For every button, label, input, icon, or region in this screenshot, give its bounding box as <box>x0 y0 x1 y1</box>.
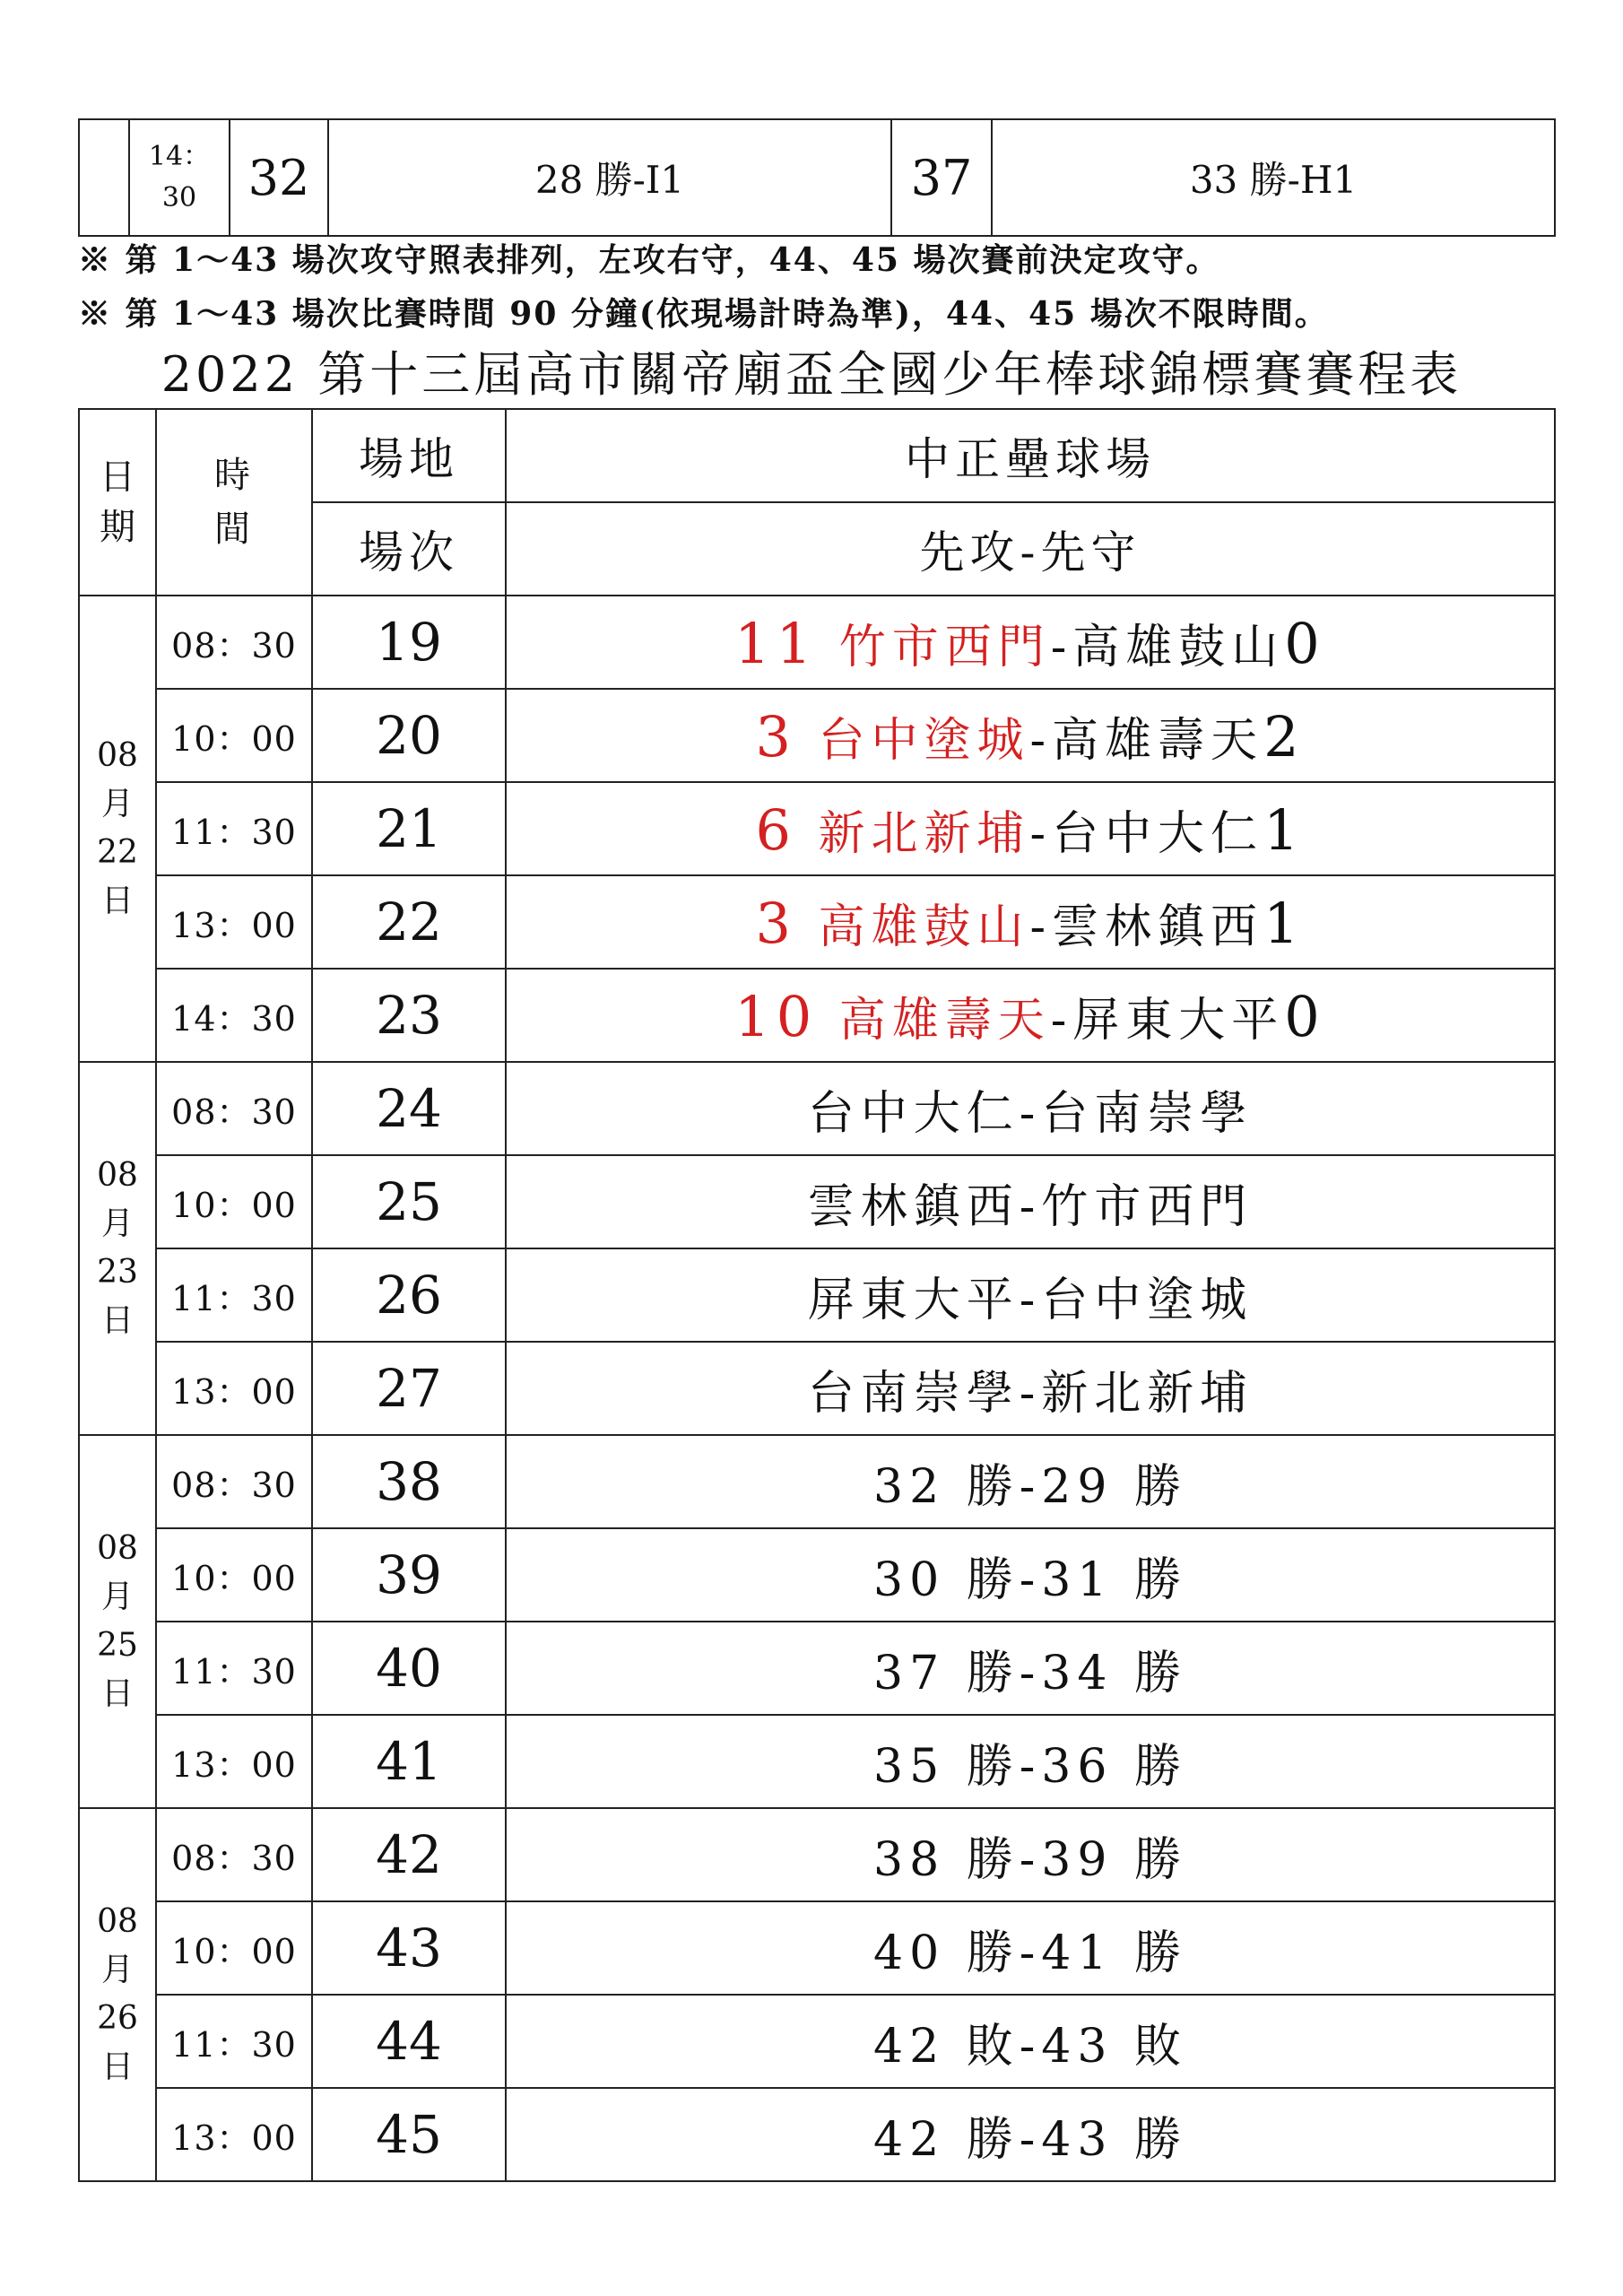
time-cell: 10：00 <box>156 1155 312 1248</box>
date-line: 08 <box>97 1157 138 1194</box>
away-score: 2 <box>1263 703 1306 770</box>
time-cell: 13：00 <box>156 2088 312 2181</box>
game-number: 43 <box>312 1901 506 1995</box>
time-cell: 11：30 <box>156 1995 312 2088</box>
time-header <box>156 409 312 596</box>
schedule-table <box>78 408 1556 2182</box>
match-label: 先攻-先守 <box>506 502 1555 596</box>
matchup: 42 敗-43 敗 <box>506 1995 1555 2088</box>
table-row <box>79 1248 1555 1342</box>
note-game-time: ※ 第 1～43 場次比賽時間 90 分鐘(依現場計時為準)，44、45 場次不限時間。 <box>78 295 1329 333</box>
table-row <box>79 119 1555 236</box>
table-row <box>79 782 1555 875</box>
matchup: 11 竹市西門-高雄鼓山0 <box>506 596 1555 689</box>
matchup: 台中大仁-台南崇學 <box>506 1062 1555 1155</box>
table-row <box>79 1342 1555 1435</box>
venue-label: 場地 <box>312 409 506 502</box>
date-header-line: 期 <box>100 507 135 548</box>
date-header <box>79 409 156 596</box>
table-row <box>79 1715 1555 1808</box>
matchup: 屏東大平-台中塗城 <box>506 1248 1555 1342</box>
date-cell-empty <box>79 119 129 236</box>
matchup: 3 高雄鼓山-雲林鎮西1 <box>506 875 1555 969</box>
time-cell: 10：00 <box>156 1528 312 1622</box>
venue-name: 中正壘球場 <box>506 409 1555 502</box>
matchup: 雲林鎮西-竹市西門 <box>506 1155 1555 1248</box>
table-row <box>79 1808 1555 1901</box>
date-cell <box>79 1808 156 2181</box>
table-row <box>79 1435 1555 1528</box>
schedule-body <box>79 596 1555 2181</box>
game-number: 25 <box>312 1155 506 1248</box>
page-title: 2022 第十三屆高市關帝廟盃全國少年棒球錦標賽賽程表 <box>161 346 1462 403</box>
matchup: 台南崇學-新北新埔 <box>506 1342 1555 1435</box>
date-line: 23 <box>97 1254 138 1291</box>
date-line: 日 <box>100 1675 134 1712</box>
date-line: 日 <box>100 2048 134 2085</box>
table-row <box>79 2088 1555 2181</box>
matchup: 28 勝-I1 <box>328 119 891 236</box>
time-cell <box>129 119 230 236</box>
matchup: 30 勝-31 勝 <box>506 1528 1555 1622</box>
matchup: 10 高雄壽天-屏東大平0 <box>506 969 1555 1062</box>
date-line: 26 <box>97 2000 138 2037</box>
time-cell: 11：30 <box>156 1248 312 1342</box>
away-team: 雲林鎮西 <box>1052 900 1264 954</box>
away-team: 台中大仁 <box>1052 806 1264 861</box>
game-number: 26 <box>312 1248 506 1342</box>
date-line: 日 <box>100 883 134 919</box>
header-row <box>79 409 1555 502</box>
game-number: 20 <box>312 689 506 782</box>
game-number: 32 <box>230 119 328 236</box>
game-number: 38 <box>312 1435 506 1528</box>
game-number: 19 <box>312 596 506 689</box>
away-score: 0 <box>1284 983 1326 1049</box>
time-cell: 10：00 <box>156 689 312 782</box>
away-score: 1 <box>1263 890 1306 956</box>
game-label: 場次 <box>312 502 506 596</box>
home-team: 台中塗城 <box>818 713 1030 768</box>
home-team: 高雄壽天 <box>838 993 1051 1048</box>
table-row <box>79 1062 1555 1155</box>
table-row <box>79 1528 1555 1622</box>
note-offense-defense: ※ 第 1～43 場次攻守照表排列，左攻右守，44、45 場次賽前決定攻守。 <box>78 241 1220 279</box>
game-number: 27 <box>312 1342 506 1435</box>
table-row <box>79 1622 1555 1715</box>
time-cell: 08：30 <box>156 1435 312 1528</box>
matchup: 6 新北新埔-台中大仁1 <box>506 782 1555 875</box>
matchup: 38 勝-39 勝 <box>506 1808 1555 1901</box>
date-line: 月 <box>100 1952 134 1988</box>
date-line: 08 <box>97 737 138 774</box>
time-cell: 14：30 <box>156 969 312 1062</box>
game-number: 21 <box>312 782 506 875</box>
date-line: 月 <box>100 786 134 822</box>
date-line: 日 <box>100 1302 134 1339</box>
time-cell: 08：30 <box>156 596 312 689</box>
matchup: 33 勝-H1 <box>992 119 1555 236</box>
previous-page-table <box>78 118 1556 237</box>
table-row <box>79 596 1555 689</box>
away-team: 屏東大平 <box>1072 993 1285 1048</box>
date-line: 08 <box>97 1530 138 1567</box>
table-row <box>79 1155 1555 1248</box>
matchup: 37 勝-34 勝 <box>506 1622 1555 1715</box>
away-score: 1 <box>1263 796 1306 863</box>
table-row <box>79 969 1555 1062</box>
time-cell: 10：00 <box>156 1901 312 1995</box>
away-team: 高雄鼓山 <box>1072 620 1285 674</box>
time-cell: 13：00 <box>156 1715 312 1808</box>
game-number: 39 <box>312 1528 506 1622</box>
matchup: 42 勝-43 勝 <box>506 2088 1555 2181</box>
home-score: 11 <box>734 610 819 676</box>
date-cell <box>79 1435 156 1808</box>
table-row <box>79 689 1555 782</box>
time-cell: 08：30 <box>156 1062 312 1155</box>
time-header-line: 時 <box>214 455 254 496</box>
time-line: 30 <box>161 182 197 213</box>
away-team: 高雄壽天 <box>1052 713 1264 768</box>
time-header-line: 間 <box>214 509 254 550</box>
home-score: 6 <box>755 796 797 863</box>
away-score: 0 <box>1284 610 1326 676</box>
date-cell <box>79 1062 156 1435</box>
matchup: 40 勝-41 勝 <box>506 1901 1555 1995</box>
home-team: 竹市西門 <box>838 620 1051 674</box>
game-number: 44 <box>312 1995 506 2088</box>
time-line: 14： <box>148 141 211 172</box>
time-cell: 08：30 <box>156 1808 312 1901</box>
home-team: 新北新埔 <box>818 806 1030 861</box>
matchup: 32 勝-29 勝 <box>506 1435 1555 1528</box>
game-number: 37 <box>891 119 992 236</box>
home-score: 3 <box>755 703 797 770</box>
table-row <box>79 875 1555 969</box>
table-row <box>79 1901 1555 1995</box>
matchup: 35 勝-36 勝 <box>506 1715 1555 1808</box>
game-number: 40 <box>312 1622 506 1715</box>
game-number: 24 <box>312 1062 506 1155</box>
home-score: 10 <box>734 983 819 1049</box>
matchup: 3 台中塗城-高雄壽天2 <box>506 689 1555 782</box>
game-number: 23 <box>312 969 506 1062</box>
game-number: 45 <box>312 2088 506 2181</box>
date-line: 08 <box>97 1903 138 1940</box>
date-line: 月 <box>100 1578 134 1615</box>
home-score: 3 <box>755 890 797 956</box>
time-cell: 13：00 <box>156 1342 312 1435</box>
home-team: 高雄鼓山 <box>818 900 1030 954</box>
date-line: 25 <box>97 1627 138 1664</box>
time-cell: 11：30 <box>156 1622 312 1715</box>
date-line: 22 <box>97 834 138 871</box>
date-header-line: 日 <box>100 457 135 498</box>
table-row <box>79 1995 1555 2088</box>
game-number: 41 <box>312 1715 506 1808</box>
time-cell: 13：00 <box>156 875 312 969</box>
time-cell: 11：30 <box>156 782 312 875</box>
date-cell <box>79 596 156 1062</box>
date-line: 月 <box>100 1205 134 1242</box>
game-number: 22 <box>312 875 506 969</box>
game-number: 42 <box>312 1808 506 1901</box>
